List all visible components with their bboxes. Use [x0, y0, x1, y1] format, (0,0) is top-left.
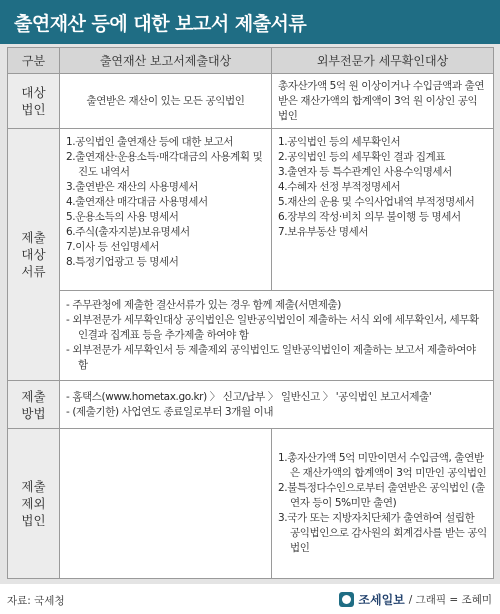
list-item: 1.공익법인 등의 세무확인서 [278, 136, 401, 148]
newspaper-name: 조세일보 [358, 593, 405, 607]
graphic-credit: / 그래픽 = 조혜미 [408, 594, 492, 606]
list-item: 3.출연받은 재산의 사용명세서 [66, 181, 199, 193]
list-item: 5.운용소득의 사용 명세서 [66, 211, 179, 223]
header-tax-check-target: 외부전문가 세무확인대상 [272, 48, 494, 74]
brand [339, 591, 492, 608]
target-left: 출연받은 재산이 있는 모든 공익법인 [60, 74, 272, 129]
docs-right [272, 129, 494, 291]
table-frame [0, 44, 500, 584]
method-line: - 홈택스(www.hometax.go.kr) 〉 신고/납부 〉 일반신고 〉 '공익법인 보고서제출' [66, 390, 432, 403]
target-label: 대상 법인 [8, 74, 60, 129]
submission-table [7, 47, 494, 579]
method-row [8, 381, 494, 429]
list-item: 3.국가 또는 지방자치단체가 출연하여 설립한 공익법인으로 감사원의 회계검사를 받는 공익법인 [278, 512, 487, 554]
docs-notes [60, 291, 494, 381]
list-item: 2.출연재산·운용소득·매각대금의 사용계획 및 진도 내역서 [66, 151, 263, 178]
header-report-target: 출연재산 보고서제출대상 [60, 48, 272, 74]
note-item: - 외부전문가 세무확인서 등 제출제외 공익법인도 일반공익법인이 제출하는 보고서 제출하여야 함 [66, 344, 476, 371]
docs-label: 제출 대상 서류 [8, 129, 60, 381]
docs-notes-row [8, 291, 494, 381]
list-item: 5.재산의 운용 및 수익사업내역 부적정명세서 [278, 196, 475, 208]
docs-row [8, 129, 494, 291]
exempt-row [8, 429, 494, 579]
target-row [8, 74, 494, 129]
list-item: 6.장부의 작성·비치 의무 불이행 등 명세서 [278, 211, 461, 223]
note-item: - 주무관청에 제출한 결산서류가 있는 경우 함께 제출(서면제출) [66, 299, 341, 311]
list-item: 3.출연자 등 특수관계인 사용수익명세서 [278, 166, 452, 178]
page-title: 출연재산 등에 대한 보고서 제출서류 [0, 0, 500, 44]
list-item: 1.총자산가액 5억 미만이면서 수입금액, 출연받은 재산가액의 합계액이 3억 미만인 공익법인 [278, 452, 487, 479]
list-item: 7.이사 등 선임명세서 [66, 241, 160, 253]
list-item: 4.출연재산 매각대금 사용명세서 [66, 196, 208, 208]
header-row [8, 48, 494, 74]
footer [0, 584, 500, 614]
target-right: 총자산가액 5억 원 이상이거나 수입금액과 출연받은 재산가액의 합계액이 3억 원 이상인 공익법인 [272, 74, 494, 129]
list-item: 8.특정기업광고 등 명세서 [66, 256, 179, 268]
list-item: 2.불특정다수인으로부터 출연받은 공익법인 (출연자 등이 5%미만 출연) [278, 482, 485, 509]
newspaper-logo-icon [339, 592, 354, 607]
method-label: 제출 방법 [8, 381, 60, 429]
list-item: 1.공익법인 출연재산 등에 대한 보고서 [66, 136, 234, 148]
method-content [60, 381, 494, 429]
list-item: 6.주식(출자지분)보유명세서 [66, 226, 190, 238]
exempt-right [272, 429, 494, 579]
docs-left [60, 129, 272, 291]
list-item: 2.공익법인 등의 세무확인 결과 집계표 [278, 151, 446, 163]
list-item: 4.수혜자 선정 부적정명세서 [278, 181, 401, 193]
note-item: - 외부전문가 세무확인대상 공익법인은 일반공익법인이 제출하는 서식 외에 세무확인서, 세무확인결과 집계표 등을 추가제출 하여야 함 [66, 314, 479, 341]
source-note: 자료: 국세청 [7, 595, 65, 607]
exempt-left [60, 429, 272, 579]
exempt-label: 제출 제외 법인 [8, 429, 60, 579]
list-item: 7.보유부동산 명세서 [278, 226, 369, 238]
method-line: - (제출기한) 사업연도 종료일로부터 3개월 이내 [66, 405, 274, 418]
header-category: 구분 [8, 48, 60, 74]
